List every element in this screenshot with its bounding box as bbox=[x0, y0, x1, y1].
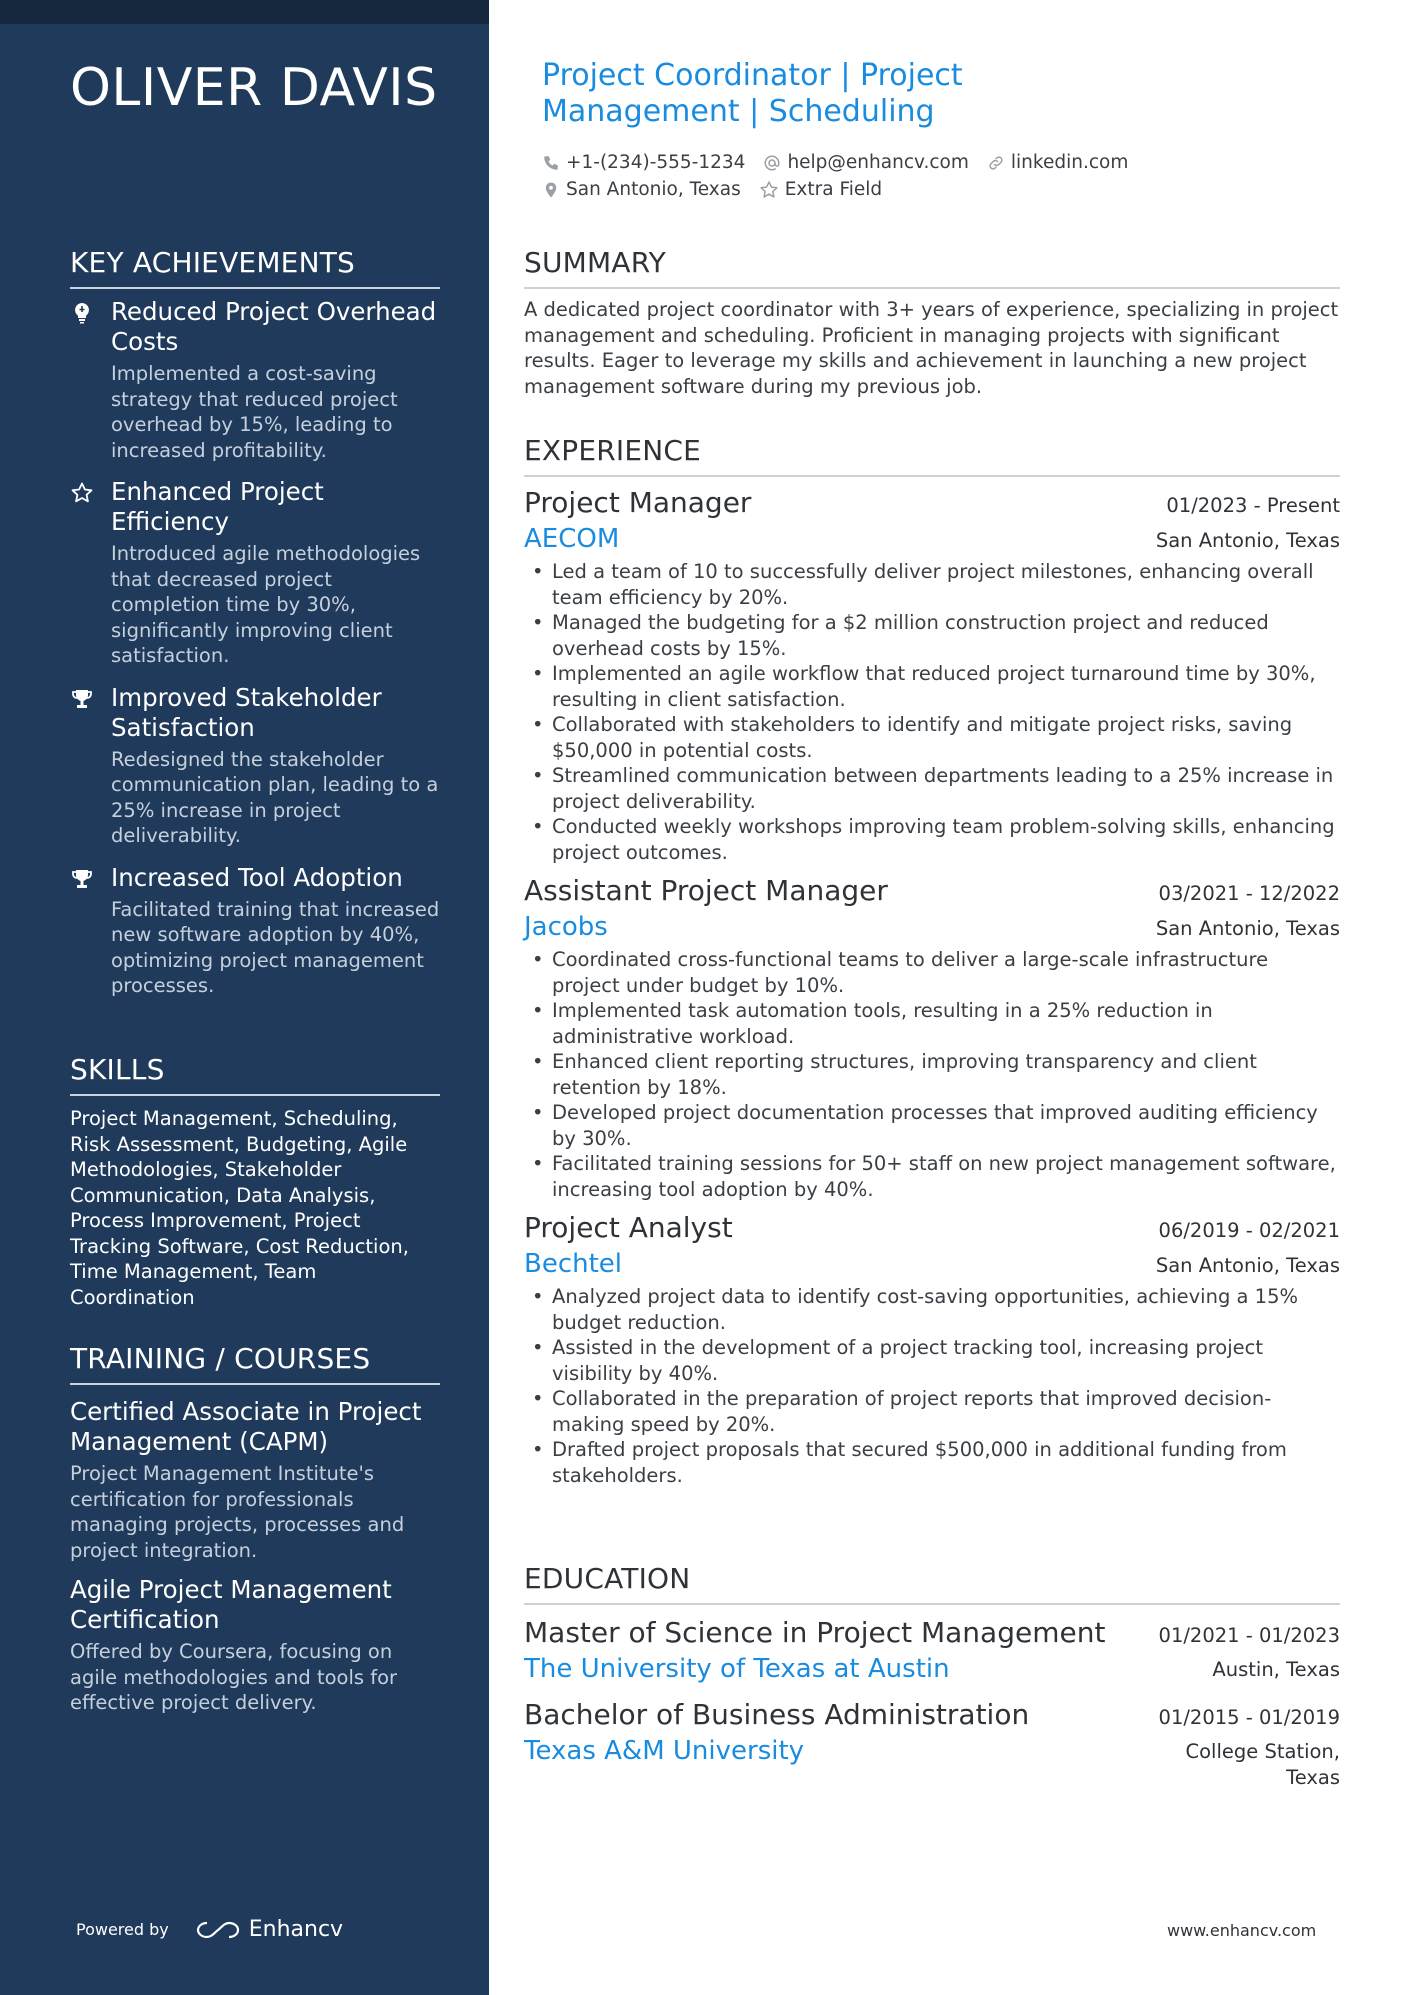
bullet-item: • Assisted in the development of a project tracking tool, increasing project visibility by 40%. bbox=[524, 1335, 1340, 1386]
experience-section bbox=[524, 434, 1340, 1488]
contact-phone[interactable] bbox=[542, 152, 745, 173]
job-entry bbox=[524, 485, 1340, 865]
contact-email[interactable] bbox=[763, 152, 968, 173]
education-location: College Station, Texas bbox=[1185, 1740, 1340, 1789]
contact-location bbox=[542, 179, 741, 200]
achievement-item bbox=[70, 477, 440, 669]
experience-heading: EXPERIENCE bbox=[524, 434, 1340, 477]
contact-extra bbox=[759, 179, 882, 200]
contact-info bbox=[542, 149, 1342, 203]
linkedin-text: linkedin.com bbox=[1010, 152, 1129, 173]
job-entry bbox=[524, 1210, 1340, 1488]
achievement-description: Redesigned the stakeholder communication plan, leading to a 25% increase in project deliverability. bbox=[111, 747, 439, 847]
job-dates: 01/2023 - Present bbox=[1166, 494, 1340, 517]
bullet-item: • Analyzed project data to identify cost-saving opportunities, achieving a 15% budget reduction. bbox=[524, 1284, 1340, 1335]
email-text: help@enhancv.com bbox=[787, 152, 969, 173]
achievement-title: Reduced Project Overhead Costs bbox=[111, 297, 437, 356]
at-icon bbox=[763, 154, 781, 172]
job-location: San Antonio, Texas bbox=[1155, 529, 1340, 552]
achievement-description: Facilitated training that increased new software adoption by 40%, optimizing project management processes. bbox=[111, 897, 440, 997]
summary-text: A dedicated project coordinator with 3+ years of experience, specializing in project management and scheduling. Proficient in managing projects with significant results. Eager to leverage my skills and achievement in launching a new project management software during my previous job. bbox=[524, 298, 1339, 398]
key-achievements-section bbox=[70, 246, 440, 1013]
job-entry bbox=[524, 873, 1340, 1202]
enhancv-logo-icon bbox=[195, 1919, 241, 1941]
course-item bbox=[70, 1575, 440, 1716]
school-name: Texas A&M University bbox=[524, 1736, 805, 1766]
trophy-icon bbox=[70, 687, 94, 711]
job-dates: 03/2021 - 12/2022 bbox=[1158, 882, 1340, 905]
achievement-title: Enhanced Project Efficiency bbox=[111, 477, 324, 536]
job-title: Assistant Project Manager bbox=[524, 874, 888, 907]
bullet-item: • Enhanced client reporting structures, improving transparency and client retention by 18%. bbox=[524, 1049, 1340, 1100]
training-section bbox=[70, 1342, 440, 1716]
trophy-icon bbox=[70, 867, 94, 891]
bullet-item: • Implemented task automation tools, resulting in a 25% reduction in administrative workload. bbox=[524, 998, 1340, 1049]
bullet-item: • Developed project documentation processes that improved auditing efficiency by 30%. bbox=[524, 1100, 1340, 1151]
brand-name: Enhancv bbox=[248, 1917, 344, 1942]
course-title: Certified Associate in Project Management (CAPM) bbox=[70, 1397, 422, 1456]
degree-title: Master of Science in Project Management bbox=[524, 1616, 1106, 1649]
link-icon bbox=[987, 154, 1005, 172]
contact-linkedin[interactable] bbox=[987, 152, 1128, 173]
bullet-item: • Led a team of 10 to successfully deliver project milestones, enhancing overall team efficiency by 20%. bbox=[524, 559, 1340, 610]
candidate-name: OLIVER DAVIS bbox=[70, 58, 438, 118]
education-dates: 01/2021 - 01/2023 bbox=[1158, 1624, 1340, 1647]
course-title: Agile Project Management Certification bbox=[70, 1575, 392, 1634]
education-entry bbox=[524, 1615, 1340, 1687]
location-pin-icon bbox=[542, 181, 560, 199]
star-icon bbox=[759, 180, 779, 200]
education-location: Austin, Texas bbox=[1212, 1658, 1340, 1681]
job-title: Project Analyst bbox=[524, 1211, 733, 1244]
skills-section bbox=[70, 1053, 440, 1310]
job-company: AECOM bbox=[524, 524, 620, 554]
achievement-description: Implemented a cost-saving strategy that reduced project overhead by 15%, leading to increased profitability. bbox=[111, 362, 398, 462]
bullet-item: • Streamlined communication between departments leading to a 25% increase in project deliverability. bbox=[524, 763, 1340, 814]
achievement-item bbox=[70, 297, 440, 463]
degree-title: Bachelor of Business Administration bbox=[524, 1698, 1030, 1731]
job-bullets bbox=[524, 559, 1340, 865]
bullet-item: • Facilitated training sessions for 50+ staff on new project management software, increasing tool adoption by 40%. bbox=[524, 1151, 1340, 1202]
job-location: San Antonio, Texas bbox=[1155, 917, 1340, 940]
skills-heading: SKILLS bbox=[70, 1053, 440, 1096]
course-item bbox=[70, 1397, 440, 1563]
education-dates: 01/2015 - 01/2019 bbox=[1158, 1706, 1340, 1729]
lightbulb-icon bbox=[70, 301, 94, 325]
star-icon bbox=[70, 481, 94, 505]
powered-by bbox=[76, 1917, 343, 1942]
bullet-item: • Collaborated with stakeholders to identify and mitigate project risks, saving $50,000 in potential costs. bbox=[524, 712, 1340, 763]
footer-url[interactable]: www.enhancv.com bbox=[1167, 1921, 1317, 1940]
bullet-item: • Conducted weekly workshops improving team problem-solving skills, enhancing project outcomes. bbox=[524, 814, 1340, 865]
summary-section bbox=[524, 246, 1340, 399]
job-company: Bechtel bbox=[524, 1249, 623, 1279]
headline: Project Coordinator | Project Management | Scheduling bbox=[542, 58, 963, 129]
enhancv-logo[interactable] bbox=[195, 1917, 343, 1942]
job-dates: 06/2019 - 02/2021 bbox=[1158, 1219, 1340, 1242]
job-bullets bbox=[524, 1284, 1340, 1488]
education-entry bbox=[524, 1697, 1340, 1790]
location-text: San Antonio, Texas bbox=[566, 179, 741, 200]
job-title: Project Manager bbox=[524, 486, 752, 519]
achievement-item bbox=[70, 683, 440, 849]
phone-text: +1-(234)-555-1234 bbox=[566, 152, 746, 173]
extra-field-text: Extra Field bbox=[784, 179, 883, 200]
job-bullets bbox=[524, 947, 1340, 1202]
phone-icon bbox=[542, 154, 560, 172]
powered-by-label: Powered by bbox=[76, 1920, 169, 1939]
skills-list: Project Management, Scheduling, Risk Assessment, Budgeting, Agile Methodologies, Stakeholder Communication, Data Analysis, Process Improvement, Project Tracking Software, Cost Reduction, Time Management, Team Coordination bbox=[70, 1107, 409, 1309]
key-achievements-heading: KEY ACHIEVEMENTS bbox=[70, 246, 440, 289]
job-location: San Antonio, Texas bbox=[1155, 1254, 1340, 1277]
training-heading: TRAINING / COURSES bbox=[70, 1342, 440, 1385]
bullet-item: • Collaborated in the preparation of project reports that improved decision-making speed by 20%. bbox=[524, 1386, 1340, 1437]
achievement-title: Increased Tool Adoption bbox=[111, 862, 403, 892]
course-description: Offered by Coursera, focusing on agile methodologies and tools for effective project delivery. bbox=[70, 1640, 398, 1714]
job-company: Jacobs bbox=[524, 912, 608, 942]
school-name: The University of Texas at Austin bbox=[524, 1654, 950, 1684]
course-description: Project Management Institute's certification for professionals managing projects, processes and project integration. bbox=[70, 1462, 405, 1562]
bullet-item: • Managed the budgeting for a $2 million construction project and reduced overhead costs by 15%. bbox=[524, 610, 1340, 661]
bullet-item: • Drafted project proposals that secured $500,000 in additional funding from stakeholders. bbox=[524, 1437, 1340, 1488]
achievement-description: Introduced agile methodologies that decreased project completion time by 30%, significantly improving client satisfaction. bbox=[111, 542, 421, 667]
bullet-item: • Coordinated cross-functional teams to deliver a large-scale infrastructure project under budget by 10%. bbox=[524, 947, 1340, 998]
achievement-item bbox=[70, 863, 440, 999]
sidebar bbox=[0, 0, 489, 1995]
education-section bbox=[524, 1562, 1340, 1790]
sidebar-top-bar bbox=[0, 0, 489, 24]
bullet-item: • Implemented an agile workflow that reduced project turnaround time by 30%, resulting in client satisfaction. bbox=[524, 661, 1340, 712]
education-heading: EDUCATION bbox=[524, 1562, 1340, 1605]
achievement-title: Improved Stakeholder Satisfaction bbox=[111, 682, 382, 742]
summary-heading: SUMMARY bbox=[524, 246, 1340, 289]
